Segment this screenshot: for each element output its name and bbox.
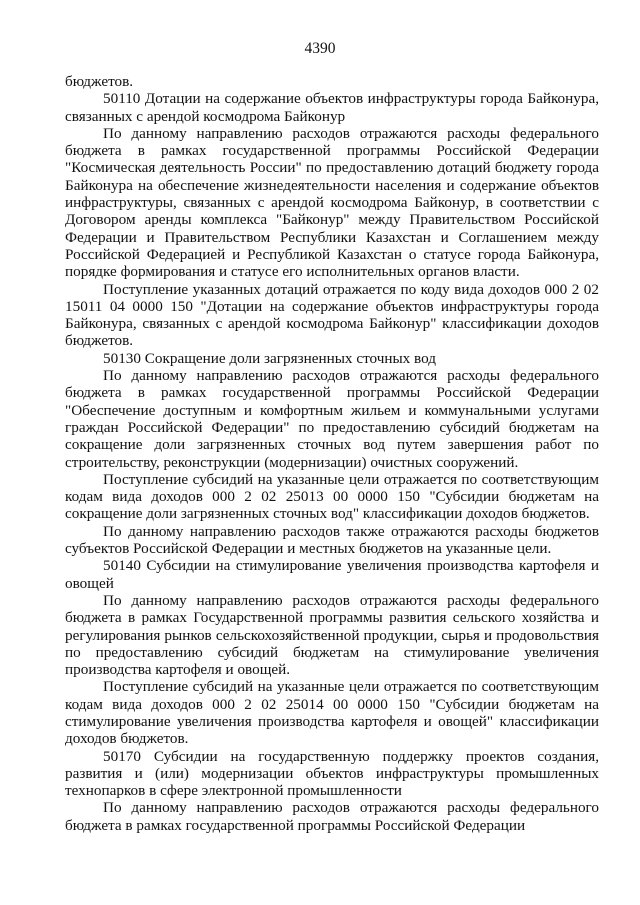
paragraph: Поступление указанных дотаций отражается по коду вида доходов 000 2 02 15011 04 0000 150 "Дотации на содержание объектов инфраструктуры города Байконура, связанных с арендой космодрома Байконур" классификации доходов бюджетов. <box>65 280 599 350</box>
section-heading-50130: 50130 Сокращение доли загрязненных сточных вод <box>103 349 437 367</box>
paragraph-truncated: По данному направлению расходов отражаются расходы федерального бюджета в рамках государственной программы Российской Федерации <box>65 799 599 834</box>
paragraph: По данному направлению расходов отражаются расходы федерального бюджета в рамках государственной программы Российской Федерации "Обеспечение доступным и комфортным жильем и коммунальными услугами граждан Российской Федерации" по предоставлению субсидий бюджетам на сокращение доли загрязненных сточных вод путем завершения работ по строительству, реконструкции (модернизации) очистных сооружений. <box>65 367 599 471</box>
document-body <box>65 73 599 834</box>
section-heading-50110: 50110 Дотации на содержание объектов инфраструктуры города Байконура, связанных с арендой космодрома Байконур <box>65 90 599 125</box>
section-heading-50170: 50170 Субсидии на государственную поддержку проектов создания, развития и (или) модернизации объектов инфраструктуры промышленных технопарков в сфере электронной промышленности <box>65 747 599 800</box>
paragraph: По данному направлению расходов отражаются расходы федерального бюджета в рамках Государственной программы развития сельского хозяйства и регулирования рынков сельскохозяйственной продукции, сырья и продовольствия по предоставлению субсидий бюджетам на стимулирование увеличения производства картофеля и овощей. <box>65 591 599 679</box>
paragraph-continuation: бюджетов. <box>65 73 134 90</box>
section-heading-50140: 50140 Субсидии на стимулирование увеличения производства картофеля и овощей <box>65 557 599 592</box>
paragraph: Поступление субсидий на указанные цели отражается по соответствующим кодам вида доходов 000 2 02 25013 00 0000 150 "Субсидии бюджетам на сокращение доли загрязненных сточных вод" классификации доходов бюджетов. <box>65 470 599 523</box>
page-number: 4390 <box>304 40 336 57</box>
paragraph: По данному направлению расходов отражаются расходы федерального бюджета в рамках государственной программы Российской Федерации "Космическая деятельность России" по предоставлению дотаций бюджету города Байконура на обеспечение жизнедеятельности населения и содержание объектов инфраструктуры, связанных с арендой космодрома Байконур, в соответствии с Договором аренды комплекса "Байконур" между Правительством Российской Федерации и Правительством Республики Казахстан и Соглашением между Российской Федерацией и Республикой Казахстан о статусе города Байконура, порядке формирования и статусе его исполнительных органов власти. <box>65 124 599 281</box>
paragraph: Поступление субсидий на указанные цели отражается по соответствующим кодам вида доходов 000 2 02 25014 00 0000 150 "Субсидии бюджетам на стимулирование увеличения производства картофеля и овощей" классификации доходов бюджетов. <box>65 678 599 748</box>
paragraph: По данному направлению расходов также отражаются расходы бюджетов субъектов Российской Федерации и местных бюджетов на указанные цели. <box>65 522 599 558</box>
